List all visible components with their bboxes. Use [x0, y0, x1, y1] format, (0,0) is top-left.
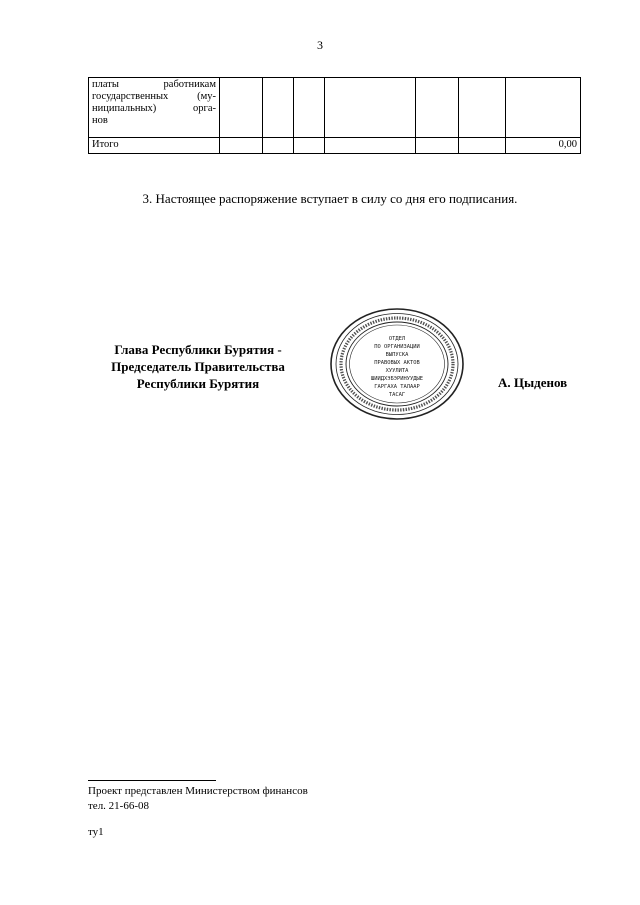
table-cell	[416, 78, 459, 138]
footnote-divider	[88, 780, 216, 781]
official-seal	[328, 306, 466, 422]
total-value: 0,00	[506, 138, 581, 154]
description-line: государственных (му-	[92, 91, 216, 102]
table-cell	[416, 138, 459, 154]
signature-title-line: Республики Бурятия	[136, 376, 260, 391]
table-cell	[220, 78, 263, 138]
seal-line: ОТДЕЛ	[388, 336, 406, 342]
table-cell	[459, 138, 506, 154]
table-cell	[263, 138, 294, 154]
signature-name: А. Цыденов	[498, 375, 568, 390]
table-cell	[294, 138, 325, 154]
table-cell	[506, 78, 581, 138]
table-cell	[294, 78, 325, 138]
table-cell	[263, 78, 294, 138]
footnote	[88, 784, 308, 814]
seal-line: ПО ОРГАНИЗАЦИИ	[374, 344, 420, 350]
seal-line: ВЫПУСКА	[385, 352, 409, 358]
table-row	[89, 78, 581, 138]
table-row-total	[89, 138, 581, 154]
clause-text: 3. Настоящее распоряжение вступает в силу со дня его подписания.	[142, 191, 518, 206]
signature-title-line: Председатель Правительства	[111, 359, 285, 374]
footnote-line: тел. 21-66-08	[88, 800, 150, 812]
description-line: нов	[92, 115, 108, 126]
seal-line: ПРАВОВЫХ АКТОВ	[374, 360, 420, 366]
table-cell	[220, 138, 263, 154]
signature-title-line: Глава Республики Бурятия -	[114, 342, 282, 357]
document-code: ту1	[88, 826, 104, 838]
seal-line: ШИИДХЭБЭРИНУУДЫЕ	[371, 376, 423, 382]
table-cell	[325, 138, 416, 154]
description-line: платы работникам	[92, 79, 216, 90]
seal-line: ТАСАГ	[388, 392, 406, 398]
signature-title	[88, 341, 308, 392]
budget-table	[88, 77, 581, 154]
total-label: Итого	[89, 138, 220, 154]
description-line: ниципальных) орга-	[92, 103, 216, 114]
description-cell	[89, 78, 220, 138]
seal-line: ХУУЛИТА	[385, 368, 409, 374]
page-number: 3	[317, 38, 323, 52]
table-cell	[325, 78, 416, 138]
table-cell	[459, 78, 506, 138]
footnote-line: Проект представлен Министерством финансов	[88, 785, 308, 797]
seal-line: ГАРГАХА ТАЛААР	[374, 384, 420, 390]
